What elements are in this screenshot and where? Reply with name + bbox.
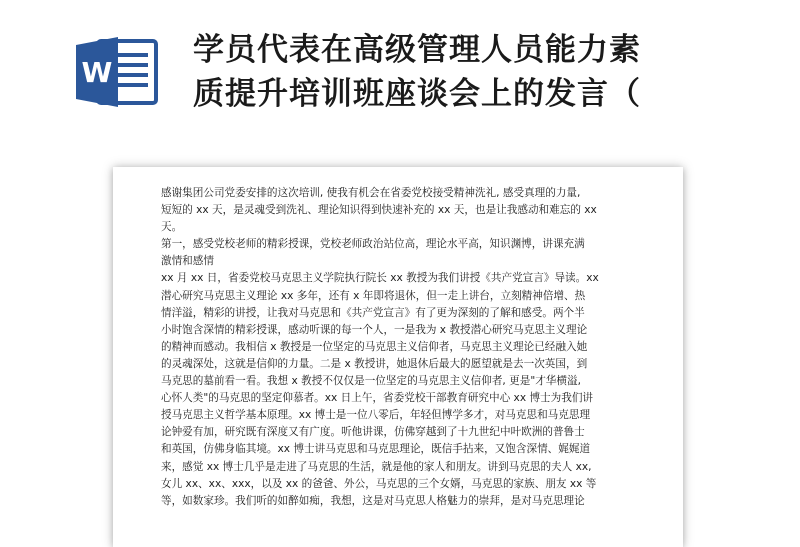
body-line: 小时饱含深情的精彩授课，感动听课的每一个人，一是我为 x 教授潜心研究马克思主义理论	[161, 323, 588, 336]
body-line: 短短的 xx 天，是灵魂受到洗礼、理论知识得到快速补充的 xx 天，也是让我感动和难忘的 xx	[161, 204, 597, 217]
body-line: 的精神而感动。我相信 x 教授是一位坚定的马克思主义信仰者，马克思主义理论已经融入她	[161, 340, 588, 353]
body-line: 天。	[161, 221, 183, 234]
document-title	[193, 28, 753, 116]
title-line: 质提升培训班座谈会上的发言（	[193, 76, 641, 112]
document-page	[113, 167, 683, 547]
body-line: 论钟爱有加，研究既有深度又有广度。听他讲课，仿佛穿越到了十九世纪中叶欧洲的普鲁士	[161, 426, 585, 439]
word-icon-letter: W	[81, 56, 113, 89]
body-line: 等，如数家珍。我们听的如醉如痴，我想，这是对马克思人格魅力的崇拜，是对马克思理论	[161, 494, 585, 507]
body-line: 的灵魂深处，这就是信仰的力量。二是 x 教授讲，她退休后最大的愿望就是去一次英国，到	[161, 357, 588, 370]
body-line: 来，感觉 xx 博士几乎是走进了马克思的生活，就是他的家人和朋友。讲到马克思的夫人 xx,	[161, 460, 592, 473]
body-line: 情洋溢，精彩的讲授，让我对马克思和《共产党宣言》有了更为深刻的了解和感受。两个半	[161, 306, 585, 319]
preview-header	[0, 0, 800, 150]
body-line: 马克思的墓前看一看。我想 x 教授不仅仅是一位坚定的马克思主义信仰者, 更是"才华横溢,	[161, 375, 581, 388]
body-line: 心怀人类"的马克思的坚定仰慕者。xx 日上午，省委党校干部教育研究中心 xx 博士为我们讲	[161, 392, 594, 405]
document-body	[161, 185, 641, 510]
body-line: 授马克思主义哲学基本原理。xx 博士是一位八零后，年轻但博学多才，对马克思和马克思理	[161, 409, 591, 422]
title-line: 学员代表在高级管理人员能力素	[193, 32, 641, 68]
body-line: 潜心研究马克思主义理论 xx 多年，还有 x 年即将退休，但一走上讲台，立刻精神倍增、热	[161, 289, 586, 302]
word-document-icon	[74, 33, 164, 109]
body-line: xx 月 xx 日，省委党校马克思主义学院执行院长 xx 教授为我们讲授《共产党宣言》导读。xx	[161, 272, 599, 285]
body-line: 和英国，仿佛身临其境。xx 博士讲马克思和马克思理论，既信手拈来，又饱含深情、娓娓道	[161, 443, 591, 456]
body-line: 感谢集团公司党委安排的这次培训, 使我有机会在省委党校接受精神洗礼, 感受真理的力量,	[161, 187, 581, 199]
body-line: 激情和感情	[161, 255, 214, 268]
body-line: 女儿 xx、xx、xxx，以及 xx 的爸爸、外公，马克思的三个女婿，马克思的家族、朋友 xx 等	[161, 477, 597, 490]
body-line: 第一，感受党校老师的精彩授课，党校老师政治站位高，理论水平高，知识渊博，讲课充满	[161, 238, 585, 251]
